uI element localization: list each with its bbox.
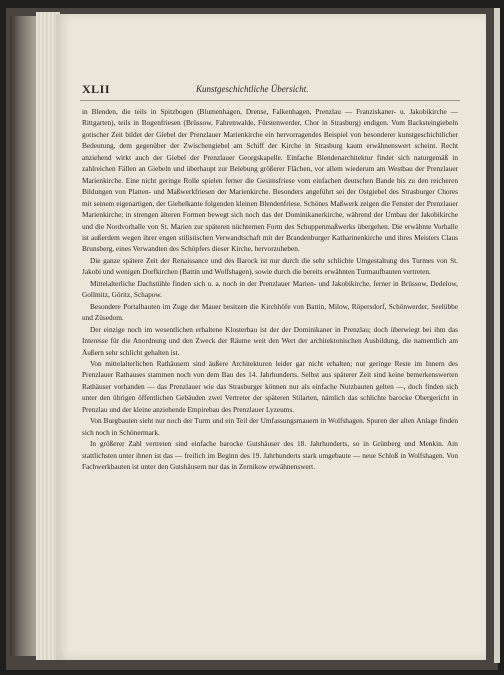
- paragraph: Von mittelalterlichen Rathäusern sind äußere Architekturen leider gar nicht erhalten; nur geringe Reste im Innern des Prenzlauer Rathauses stammen noch von dem Bau des 14. Jahrhunderts. Selbst aus späterer Zeit sind keine bemerkenswerten Rathäuser vorhanden — das Prenzlauer wie das Strasburger können nur als einfache Nutzbauten gelten —, doch finden sich unter den übrigen öffentlichen Gebäuden zwei Vertreter der späteren Stilarten, nämlich das schlichte barocke Obergericht in Prenzlau und der kleine anziehende Empirebau des Prenzlauer Lyzeums.: [82, 358, 458, 414]
- paragraph: in Blenden, die teils in Spitzbogen (Blumenhagen, Drense, Falkenhagen, Prenzlau — Franziskaner- u. Jakobikirche — Rittgarten), teils in Bogenfriesen (Brüssow, Fahrenwalde, Fürstenwerder, Chor in Strasburg) endigen. Vom Backsteingiebeln gotischer Zeit bildet der Giebel der Prenzlauer Marienkirche ein hervorragendes Beispiel von besonderer kunstgeschichtlicher Bedeutung, dem gegenüber der Zwischengiebel am Schiff der Kirche in Strasburg kaum erwähnenswert scheint. Recht anziehend wirkt auch der Giebel der Prenzlauer Georgskapelle. Einfache Blendenarchitektur findet sich naturgemäß in zahlreichen Fällen an Giebeln und überhaupt zur Belebung größerer Flächen, vor allem wiederum am Westbau der Prenzlauer Marienkirche. Eine nicht geringe Rolle spielen ferner die Gesimsfriese vom einfachen deutschen Bande bis zu den reicheren Bildungen von Platten- und Maßwerkfriesen der Marienkirche. Besonders angeführt sei der Ostgiebel des Strasburger Chores mit seinem eigenartigen, der Giebelkante folgenden kleinen Blendenfriese. Schönes Maßwerk zeigen die Fenster der Prenzlauer Marienkirche; in strengen älteren Formen bewegt sich noch das der Dominikanerkirche, während der Umbau der Jakobikirche und die Nordvorhalle von St. Marien zur späteren nüchternen Form des Schuppenmaßwerks übergehen. Die erwähnte Vorhalle ist außerdem wegen ihrer engen stilistischen Verwandtschaft mit der Brandenburger Katharinenkirche und ihres Meisters Claus Brunsberg, eines Verwandten des Schöpfers dieser Kirche, hervorzuheben.: [82, 107, 458, 254]
- paragraph: Von Burgbauten sieht nur noch der Turm und ein Teil der Umfassungsmauern in Wolfshagen. Spuren der alten Anlage finden sich noch in Schönermark.: [82, 416, 458, 437]
- header-rule: [80, 100, 460, 101]
- running-title: Kunstgeschichtliche Übersicht.: [196, 84, 309, 94]
- page-body: [82, 106, 458, 473]
- paragraph: Die ganze spätere Zeit der Renaissance und des Barock ist nur durch die sehr schlichte Umgestaltung des Turmes von St. Jakobi und wenigen Dorfkirchen (Battin und Wolfshagen), sowie durch die bereits erwähnten Turmaufbauten vertreten.: [82, 255, 458, 277]
- paragraph: Mittelalterliche Dachstühle finden sich u. a. noch in der Prenzlauer Marien- und Jakobikirche, ferner in Brüssow, Dedelow, Gollmitz, Göritz, Schapow.: [82, 278, 458, 300]
- page-number: XLII: [82, 82, 111, 96]
- scan-edge: [494, 8, 500, 663]
- paragraph: In größerer Zahl vertreten sind einfache barocke Gutshäuser des 18. Jahrhunderts, so in Grünberg und Menkin. Am stattlichsten unter ihnen ist das — freilich im Beginn des 19. Jahrhunderts stark umgebaute — neue Schloß in Wolfshagen. Von Fachwerkbauten ist unter den Gutshäusern nur das in Zernikow erwähnenswert.: [82, 439, 458, 472]
- paragraph: Der einzige noch im wesentlichen erhaltene Klosterbau ist der der Dominikaner in Prenzlau; doch überwiegt bei ihm das Interesse für die Anordnung und den Zweck der Räume weit den Wert der architektonischen Ausbildung, die namentlich am Äußern sehr schlicht gehalten ist.: [82, 324, 458, 357]
- paragraph: Besondere Portalbauten im Zuge der Mauer besitzen die Kirchhöfe von Battin, Milow, Röpersdorf, Schönwerder, Seelübbe und Züsedom.: [82, 301, 458, 323]
